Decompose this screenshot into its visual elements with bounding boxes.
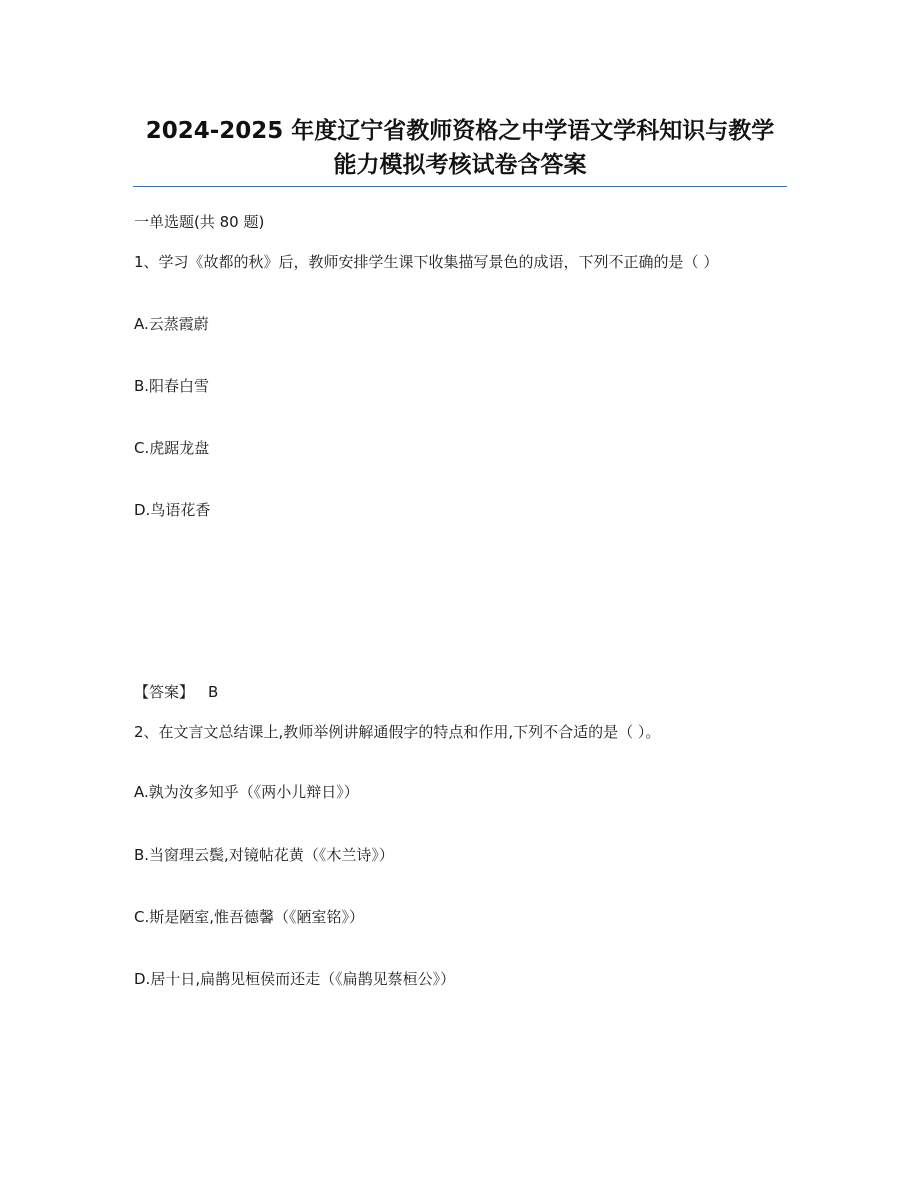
answer-label: 【答案】: [134, 683, 195, 701]
question-1-option-c: C.虎踞龙盘: [134, 439, 210, 457]
question-2-option-d: D.居十日,扁鹊见桓侯而还走（《扁鹊见蔡桓公》）: [134, 970, 456, 988]
question-1-stem: 1、学习《故都的秋》后，教师安排学生课下收集描写景色的成语，下列不正确的是（ ）: [134, 253, 719, 271]
document-title-line-1: 2024-2025 年度辽宁省教师资格之中学语文学科知识与教学: [145, 118, 775, 144]
question-2-option-b: B.当窗理云鬓,对镜帖花黄（《木兰诗》）: [134, 846, 394, 864]
question-1-option-b: B.阳春白雪: [134, 377, 210, 395]
question-2-option-a: A.孰为汝多知乎（《两小儿辩日》）: [134, 783, 359, 801]
question-2-stem: 2、在文言文总结课上,教师举例讲解通假字的特点和作用,下列不合适的是（ ）。: [134, 723, 661, 741]
title-divider: [133, 186, 787, 187]
question-1-answer: [134, 682, 218, 702]
question-1-option-d: D.鸟语花香: [134, 501, 211, 519]
document-title-line-2: 能力模拟考核试卷含答案: [333, 152, 587, 178]
question-2-option-c: C.斯是陋室,惟吾德馨（《陋室铭》）: [134, 908, 365, 926]
question-1-option-a: A.云蒸霞蔚: [134, 315, 209, 333]
section-heading: 一单选题(共 80 题): [134, 213, 265, 231]
answer-value: B: [208, 683, 219, 701]
